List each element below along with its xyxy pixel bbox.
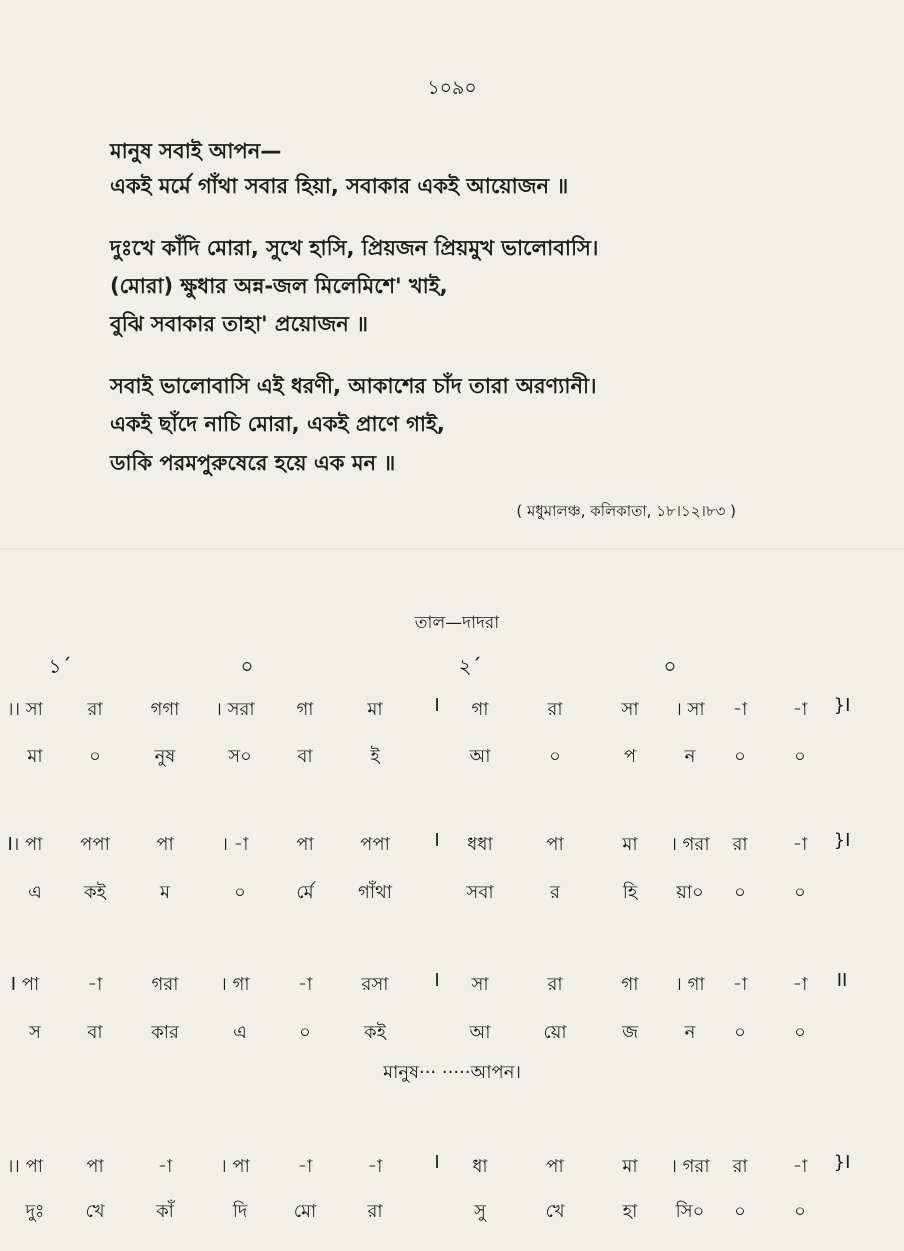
swara-note: রা <box>547 974 563 995</box>
lyric-syllable: হি <box>622 882 638 903</box>
swara-note: পা <box>546 1156 564 1177</box>
lyric-syllable: সি০ <box>675 1201 705 1222</box>
page-fold <box>0 548 904 550</box>
swara-note: -া <box>367 1156 383 1177</box>
swara-note: রা <box>732 1156 748 1177</box>
swara-note: পা <box>86 1156 104 1177</box>
lyric-line: ডাকি পরমপুরুষেরে হয়ে এক মন ॥ <box>110 451 396 475</box>
swara-note: পপা <box>80 834 110 855</box>
swara-note: }I <box>833 1152 851 1173</box>
composition-source: ( মধুমালঞ্চ, কলিকাতা, ১৮।১২।৮৩ ) <box>516 502 736 520</box>
lyric-syllable: বা <box>87 1022 103 1043</box>
swara-note: -া <box>792 1156 808 1177</box>
swara-note: -া <box>87 974 103 995</box>
swara-note: । গা <box>675 974 705 995</box>
swara-note: সা <box>471 974 489 995</box>
lyric-syllable: ০ <box>299 1022 311 1043</box>
swara-note: }I <box>833 695 851 716</box>
lyric-syllable: কই <box>364 1022 386 1043</box>
swara-note: পা <box>546 834 564 855</box>
swara-note: পপা <box>360 834 390 855</box>
swara-note: গা <box>296 699 314 720</box>
swara-note: মা <box>367 699 383 720</box>
lyric-syllable: ন <box>684 1022 696 1043</box>
lyric-syllable: ০ <box>734 882 746 903</box>
lyric-syllable: খে <box>85 1201 105 1222</box>
lyric-syllable: ০ <box>89 746 101 767</box>
lyric-line: (মোরা) ক্ষুধার অন্ন-জল মিলেমিশে' খাই, <box>110 274 448 298</box>
beat-marker: ০ <box>240 654 254 678</box>
swara-note: । পা <box>220 1156 250 1177</box>
page-number: ১০৯০ <box>427 77 477 99</box>
swara-note: । -া <box>221 834 249 855</box>
lyric-syllable: ০ <box>234 882 246 903</box>
lyric-line: বুঝি সবাকার তাহা' প্রয়োজন ॥ <box>110 312 368 336</box>
lyric-syllable: ই <box>370 746 380 767</box>
swara-note: মা <box>622 1156 638 1177</box>
lyric-syllable: রা <box>367 1201 383 1222</box>
lyric-line: একই মর্মে গাঁথা সবার হিয়া, সবাকার একই আয়োজন ॥ <box>110 174 569 198</box>
swara-note: I <box>434 830 440 851</box>
swara-note: -া <box>297 974 313 995</box>
lyric-syllable: র্মে <box>296 882 314 903</box>
lyric-syllable: স০ <box>228 746 252 767</box>
swara-note: -া <box>732 974 748 995</box>
lyric-syllable: ০ <box>734 746 746 767</box>
swara-note: গগা <box>150 699 180 720</box>
lyric-syllable: মো <box>293 1201 317 1222</box>
swara-note: মা <box>622 834 638 855</box>
lyric-line: দুঃখে কাঁদি মোরা, সুখে হাসি, প্রিয়জন প্রিয়মুখ ভালোবাসি। <box>110 236 599 260</box>
swara-note: গা <box>471 699 489 720</box>
swara-note: I। পা <box>7 834 43 855</box>
lyric-syllable: কই <box>84 882 106 903</box>
lyric-syllable: আ <box>469 746 491 767</box>
lyric-syllable: গাঁথা <box>358 882 392 903</box>
lyric-syllable: ০ <box>734 1201 746 1222</box>
swara-note: রসা <box>361 974 389 995</box>
swara-note: । গা <box>220 974 250 995</box>
swara-note: গরা <box>151 974 179 995</box>
swara-note: I <box>434 695 440 716</box>
swara-note: রা <box>547 699 563 720</box>
beat-marker: ২´ <box>458 654 482 678</box>
swara-note: -া <box>792 834 808 855</box>
lyric-syllable: দুঃ <box>25 1201 45 1222</box>
swara-note: রা <box>87 699 103 720</box>
swara-note: ।। পা <box>6 1156 44 1177</box>
lyric-syllable: য়ো <box>543 1022 567 1043</box>
lyric-syllable: ন <box>684 746 696 767</box>
lyric-syllable: ম <box>160 882 170 903</box>
swara-note: -া <box>297 1156 313 1177</box>
lyric-syllable: স <box>29 1022 41 1043</box>
swara-note: -া <box>157 1156 173 1177</box>
swara-note: }I <box>833 830 851 851</box>
swara-note: । গরা <box>670 834 710 855</box>
lyric-syllable: এ <box>28 882 42 903</box>
lyric-syllable: নুষ <box>154 746 176 767</box>
lyric-syllable: জ <box>621 1022 639 1043</box>
swara-note: ধা <box>472 1156 488 1177</box>
swara-note: গা <box>621 974 639 995</box>
swara-note: I পা <box>10 974 40 995</box>
lyric-syllable: কাঁ <box>156 1201 174 1222</box>
swara-note: I <box>434 1152 440 1173</box>
swara-note: ।। সা <box>7 699 43 720</box>
lyric-syllable: বা <box>297 746 313 767</box>
swara-note: সা <box>621 699 639 720</box>
lyric-syllable: আ <box>469 1022 491 1043</box>
lyric-line: সবাই ভালোবাসি এই ধরণী, আকাশের চাঁদ তারা অরণ্যানী। <box>110 374 597 398</box>
lyric-syllable: ০ <box>734 1022 746 1043</box>
refrain-line: মানুষ··· ·····আপন। <box>383 1062 521 1083</box>
beat-marker: ১´ <box>48 654 72 678</box>
lyric-syllable: মা <box>27 746 43 767</box>
swara-note: পা <box>296 834 314 855</box>
lyric-syllable: ০ <box>794 1022 806 1043</box>
lyric-syllable: য়া০ <box>676 882 704 903</box>
tala-heading: তাল—দাদরা <box>414 613 500 633</box>
lyric-syllable: সবা <box>466 882 494 903</box>
lyric-syllable: এ <box>233 1022 247 1043</box>
swara-note: । সরা <box>215 699 255 720</box>
swara-note: রা <box>732 834 748 855</box>
lyric-syllable: ০ <box>794 1201 806 1222</box>
swara-note: -া <box>792 699 808 720</box>
lyric-syllable: দি <box>232 1201 248 1222</box>
lyric-line: একই ছাঁদে নাচি মোরা, একই প্রাণে গাই, <box>110 412 445 436</box>
lyric-syllable: ০ <box>549 746 561 767</box>
beat-marker: ০ <box>663 654 677 678</box>
swara-note: I <box>434 970 440 991</box>
lyric-syllable: সু <box>474 1201 486 1222</box>
swara-note: II <box>836 970 848 991</box>
swara-note: পা <box>156 834 174 855</box>
lyric-syllable: কার <box>151 1022 179 1043</box>
swara-note: ধধা <box>467 834 493 855</box>
swara-note: । গরা <box>670 1156 710 1177</box>
lyric-line: মানুষ সবাই আপন— <box>110 139 282 163</box>
lyric-syllable: হা <box>622 1201 638 1222</box>
lyric-syllable: র <box>550 882 560 903</box>
lyric-syllable: প <box>623 746 637 767</box>
swara-note: -া <box>792 974 808 995</box>
lyric-syllable: ০ <box>794 882 806 903</box>
swara-note: -া <box>732 699 748 720</box>
lyric-syllable: খে <box>545 1201 565 1222</box>
swara-note: । সা <box>675 699 705 720</box>
lyric-syllable: ০ <box>794 746 806 767</box>
